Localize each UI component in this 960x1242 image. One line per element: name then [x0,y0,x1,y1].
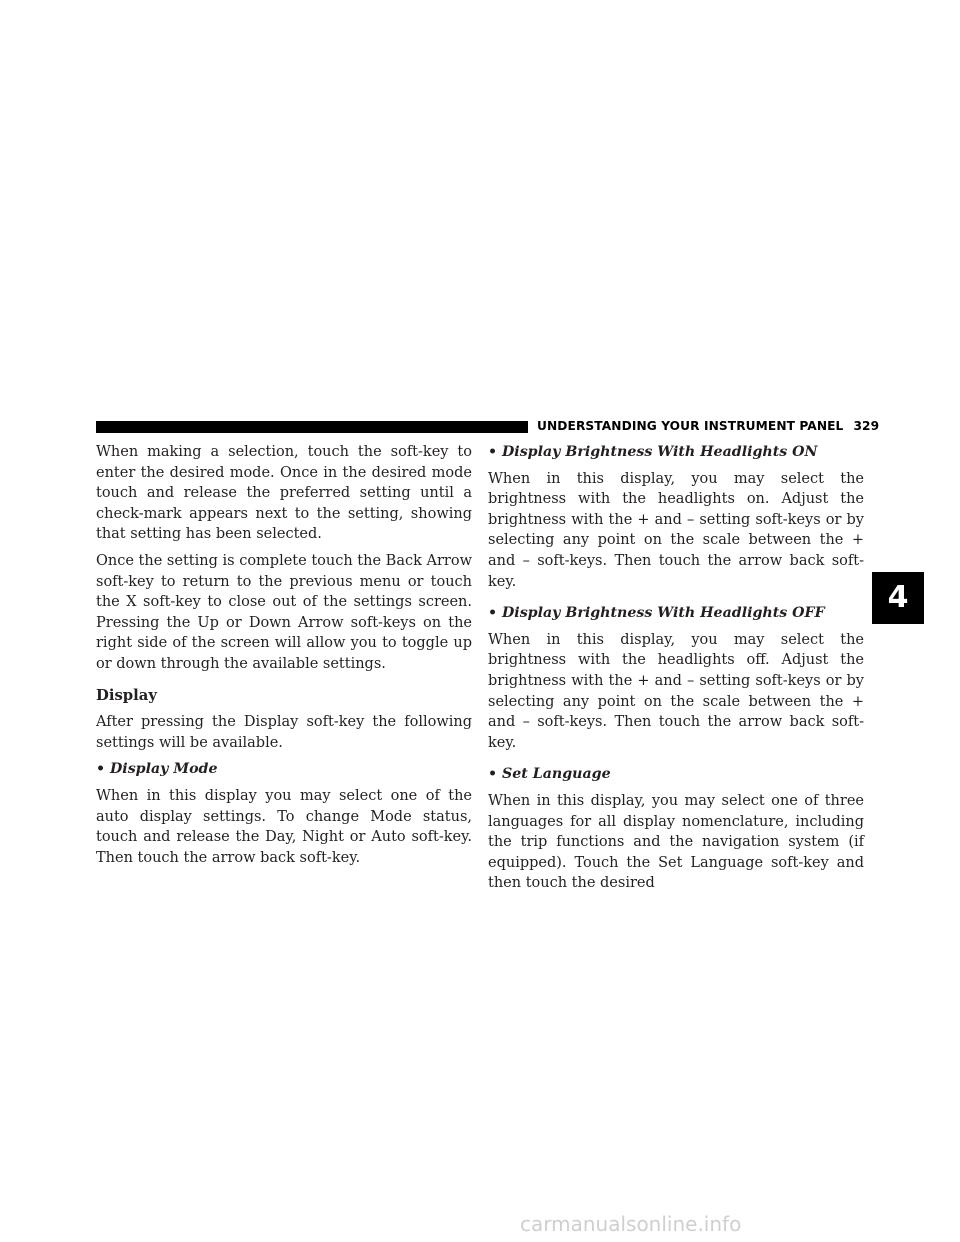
paragraph-display-intro: After pressing the Display soft-key the following settings will be available. [96,714,472,751]
bullet-label: Set Language [502,766,611,783]
paragraph-brightness-off: When in this display, you may select the brightness with the headlights off. Adjust the brightness with the + and – setting soft-keys or by selecting any point on the scale between the + and – soft-keys. Then touch the arrow back soft-key. [488,631,864,751]
bullet-mark: • [488,605,498,622]
right-column [488,442,864,900]
header-rule-bar [96,421,528,433]
bullet-label: Display Brightness With Headlights ON [502,444,818,460]
page-number: 329 [853,419,880,433]
paragraph-set-language: When in this display, you may select one of three languages for all display nomenclature, including the trip functions and the navigation system (if equipped). Touch the Set Language soft-key and then touch the desired [488,792,864,892]
watermark: carmanualsonline.info [520,1212,742,1236]
bullet-set-language [488,764,864,785]
bullet-label: Display Mode [110,761,218,778]
bullet-brightness-on [488,442,864,463]
paragraph-brightness-on: When in this display, you may select the brightness with the headlights on. Adjust the brightness with the + and – setting soft-keys or by selecting any point on the scale between the + and – soft-keys. Then touch the arrow back soft-key. [488,470,864,590]
paragraph-back-arrow: Once the setting is complete touch the Back Arrow soft-key to return to the previous menu or touch the X soft-key to close out of the settings screen. Pressing the Up or Down Arrow soft-keys on the right side of the screen will allow you to toggle up or down through the available settings. [96,552,472,672]
bullet-mark: • [488,766,498,783]
bullet-brightness-off [488,603,864,624]
section-title: UNDERSTANDING YOUR INSTRUMENT PANEL [537,419,844,433]
paragraph-display-mode: When in this display you may select one of the auto display settings. To change Mode status, touch and release the Day, Night or Auto soft-key. Then touch the arrow back soft-key. [96,787,472,866]
running-header [537,419,879,433]
bullet-display-mode [96,759,472,780]
chapter-tab: 4 [872,572,924,624]
heading-display: Display [96,686,157,704]
paragraph-selection: When making a selection, touch the soft-key to enter the desired mode. Once in the desired mode touch and release the preferred setting until a check-mark appears next to the setting, showing that setting has been selected. [96,444,472,543]
bullet-mark: • [488,444,498,460]
bullet-mark: • [96,761,106,778]
left-column [96,442,472,874]
bullet-label: Display Brightness With Headlights OFF [502,605,825,622]
